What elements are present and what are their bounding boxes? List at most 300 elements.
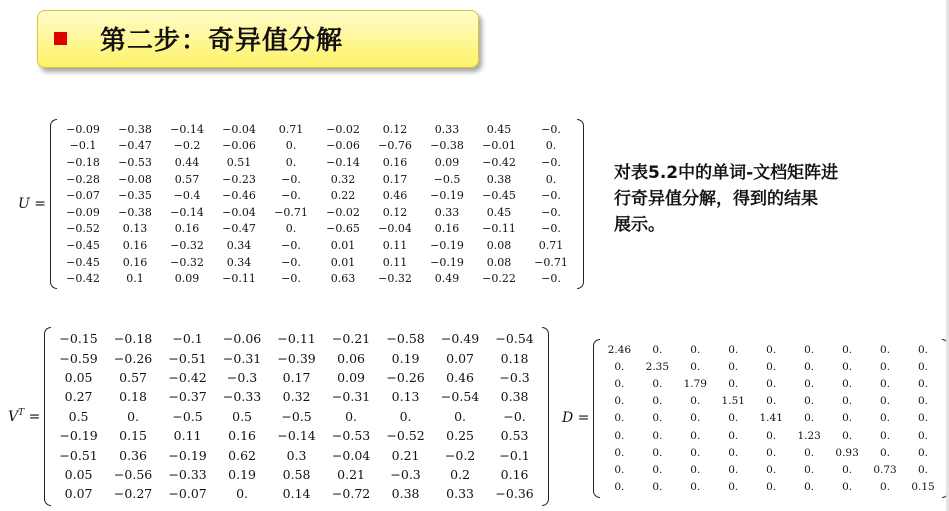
matrix-row [57,121,577,138]
matrix-cell: −0.5 [433,172,461,186]
matrix-cell: 0.5 [232,408,253,424]
matrix-row [57,187,577,204]
matrix-cell: 0. [728,463,739,476]
matrix-cell: 0.32 [330,172,356,186]
matrix-cell: −0.52 [66,222,100,236]
matrix-cell: −0.14 [170,122,204,136]
matrix-cell: 0.71 [538,238,564,252]
matrix-cell: 0.07 [64,486,93,502]
matrix-cell: 0. [804,395,815,408]
matrix-cell: −0.02 [326,205,360,219]
matrix-cell: 0.09 [174,272,200,286]
matrix-cell: −0.32 [170,255,204,269]
matrix-cell: 0. [728,481,739,494]
matrix-cell: 0. [804,463,815,476]
matrix-cell: −0.1 [69,139,97,153]
matrix-cell: 0. [766,343,777,356]
matrix-cell: 0. [652,343,663,356]
matrix-cell: 0. [766,481,777,494]
matrix-cell: −0.11 [482,222,516,236]
matrix-cell: 0.21 [337,466,365,482]
matrix-cell: 0. [918,377,929,390]
matrix-cell: 0. [842,429,853,442]
matrix-cell: 0. [728,446,739,459]
matrix-cell: −0. [281,272,301,286]
matrix-cell: 0.57 [119,369,147,385]
matrix-cell: −0.76 [378,139,412,153]
matrix-cell: 0. [880,412,891,425]
matrix-cell: 2.35 [645,360,670,373]
matrix-cell: 0.06 [337,350,365,366]
matrix-cell: −0.04 [222,205,256,219]
matrix-u-left-bracket [50,119,57,289]
matrix-cell: 0.62 [228,447,256,463]
matrix-d-left-bracket [593,339,600,498]
matrix-vt-right-bracket [542,327,549,506]
matrix-row [51,484,542,503]
matrix-vt-block [8,327,549,506]
matrix-cell: −0.04 [331,447,371,463]
matrix-cell: 0. [652,446,663,459]
matrix-cell: −0.45 [66,238,100,252]
matrix-cell: 0. [652,463,663,476]
matrix-row [600,393,942,410]
matrix-cell: −0.39 [277,350,316,366]
matrix-cell: −0.46 [222,189,256,203]
matrix-cell: 0. [728,343,739,356]
matrix-cell: 0. [766,360,777,373]
matrix-cell: 0.08 [486,238,512,252]
matrix-cell: 0.11 [173,428,202,444]
matrix-cell: −0.14 [170,205,204,219]
matrix-cell: −0.2 [444,447,476,463]
matrix-cell: 0.13 [122,222,148,236]
matrix-cell: 0.16 [122,255,148,269]
matrix-row [51,426,542,445]
matrix-cell: 0. [652,429,663,442]
matrix-cell: −0.38 [118,205,152,219]
matrix-cell: 0.36 [119,447,147,463]
matrix-cell: −0.21 [331,331,371,347]
matrix-cell: 0.73 [873,463,897,476]
matrix-cell: −0.18 [66,155,100,169]
matrix-cell: −0.07 [168,486,207,502]
matrix-cell: 1.41 [759,412,783,425]
matrix-cell: 0.16 [174,222,200,236]
matrix-cell: −0.09 [66,122,100,136]
matrix-cell: −0.18 [113,331,153,347]
matrix-cell: 0. [652,377,663,390]
matrix-cell: 1.79 [683,377,707,390]
matrix-cell: −0.59 [59,350,98,366]
matrix-row [51,368,542,387]
matrix-cell: 0. [690,360,701,373]
matrix-cell: −0.3 [226,369,258,385]
matrix-cell: 0. [804,481,815,494]
matrix-cell: −0.19 [168,447,207,463]
matrix-cell: −0. [541,155,561,169]
matrix-cell: 0. [614,446,625,459]
matrix-cell: −0.06 [326,139,360,153]
matrix-cell: 2.46 [607,343,632,356]
matrix-d-block [562,339,949,498]
matrix-cell: −0.31 [331,389,371,405]
matrix-cell: 0.07 [446,350,474,366]
matrix-row [600,461,942,478]
matrix-cell: −0.19 [430,255,464,269]
matrix-cell: −0.08 [118,172,152,186]
matrix-cell: −0.1 [172,331,203,347]
matrix-cell: 0.51 [226,155,252,169]
matrix-cell: 0. [880,395,891,408]
matrix-cell: −0.38 [430,139,464,153]
matrix-cell: 0. [880,343,891,356]
matrix-cell: 0. [236,486,249,502]
matrix-cell: 0.53 [500,428,529,444]
matrix-cell: 0.21 [391,447,420,463]
matrix-cell: −0.42 [168,369,207,385]
matrix-cell: −0.38 [118,122,152,136]
matrix-cell: 0. [766,429,777,442]
matrix-cell: 0. [127,408,140,424]
matrix-cell: −0.22 [482,272,516,286]
matrix-cell: 0. [728,429,739,442]
matrix-row [51,465,542,484]
matrix-cell: 0. [285,155,297,169]
matrix-cell: 0.45 [486,122,512,136]
matrix-cell: 0.19 [228,466,256,482]
matrix-cell: 0.38 [500,389,529,405]
matrix-cell: −0.14 [277,428,316,444]
matrix-cell: −0.47 [118,139,152,153]
matrix-cell: 0. [614,412,625,425]
matrix-cell: −0.06 [222,139,256,153]
matrix-cell: −0. [281,255,301,269]
matrix-cell: 0.11 [382,255,408,269]
matrix-cell: −0.54 [495,331,534,347]
matrix-u-right-bracket [577,119,584,289]
matrix-cell: −0.5 [281,408,312,424]
title-banner [37,10,479,68]
matrix-cell: 0. [454,408,467,424]
matrix-cell: 0. [545,172,557,186]
matrix-cell: 0.49 [434,272,460,286]
matrix-cell: 0.14 [282,486,311,502]
matrix-cell: −0.32 [170,238,204,252]
matrix-cell: 0. [614,481,625,494]
matrix-u [57,121,577,287]
matrix-cell: 0. [690,463,701,476]
matrix-cell: −0.07 [66,189,100,203]
matrix-cell: 0. [728,360,739,373]
matrix-cell: 0. [690,481,701,494]
matrix-cell: 0.01 [330,238,356,252]
matrix-cell: −0.26 [386,369,425,385]
matrix-cell: −0.36 [495,486,534,502]
matrix-cell: 0. [690,412,701,425]
matrix-cell: −0. [541,189,561,203]
matrix-cell: 0.2 [450,466,471,482]
matrix-cell: 0. [766,395,777,408]
matrix-cell: 0.17 [282,369,311,385]
matrix-cell: −0. [503,408,526,424]
matrix-cell: −0.54 [440,389,480,405]
matrix-cell: 0. [766,446,777,459]
matrix-u-block [18,119,584,289]
matrix-cell: −0.31 [222,350,262,366]
matrix-cell: 0. [880,481,891,494]
matrix-cell: −0.45 [482,189,516,203]
matrix-cell: −0.53 [118,155,152,169]
matrix-row [57,154,577,171]
matrix-cell: 0. [345,408,358,424]
matrix-cell: 0.33 [434,122,460,136]
matrix-row [600,375,942,392]
matrix-cell: 0.16 [500,466,529,482]
matrix-cell: 0. [614,395,625,408]
matrix-cell: 0. [880,429,891,442]
matrix-cell: 0. [842,412,853,425]
matrix-cell: −0. [541,222,561,236]
matrix-row [57,138,577,155]
matrix-row [600,427,942,444]
matrix-cell: 0. [614,429,625,442]
matrix-cell: −0.26 [113,350,153,366]
matrix-cell: 0.12 [382,205,408,219]
matrix-cell: 0.63 [330,272,356,286]
matrix-u-label: U = [18,195,46,212]
matrix-cell: −0. [281,238,301,252]
matrix-cell: −0.47 [222,222,256,236]
matrix-cell: −0.33 [168,466,207,482]
matrix-row [57,237,577,254]
matrix-cell: −0.5 [172,408,203,424]
matrix-cell: 0. [842,343,853,356]
matrix-cell: 0.3 [286,447,307,463]
matrix-cell: −0.49 [440,331,480,347]
matrix-cell: 0. [766,463,777,476]
matrix-cell: 0.46 [382,189,408,203]
matrix-cell: −0.1 [499,447,530,463]
matrix-cell: 0. [918,412,929,425]
matrix-cell: 0.17 [382,172,408,186]
matrix-cell: 0.34 [226,255,252,269]
matrix-cell: −0.3 [390,466,421,482]
matrix-cell: −0.15 [59,331,98,347]
matrix-cell: −0.04 [378,222,412,236]
matrix-cell: −0. [281,189,301,203]
matrix-cell: 0.46 [446,369,474,385]
matrix-vt [51,329,542,504]
matrix-cell: 0.11 [382,238,408,252]
matrix-cell: −0.71 [274,205,308,219]
matrix-cell: 0. [804,360,815,373]
matrix-cell: −0. [541,205,561,219]
page-title: 第二步：奇异值分解 [100,26,344,56]
matrix-row [600,444,942,461]
matrix-cell: 0.1 [126,272,144,286]
matrix-cell: 0.22 [330,189,356,203]
matrix-cell: 0. [690,395,701,408]
matrix-cell: 0. [690,446,701,459]
matrix-d [600,341,942,496]
matrix-cell: −0. [281,172,301,186]
matrix-cell: 0.16 [122,238,148,252]
matrix-cell: 0. [804,377,815,390]
matrix-cell: 0. [842,481,853,494]
matrix-cell: 0.45 [486,205,512,219]
matrix-cell: 0.33 [446,486,474,502]
matrix-cell: 0.19 [391,350,420,366]
matrix-cell: 0.38 [391,486,420,502]
matrix-cell: 0. [842,395,853,408]
matrix-cell: 0.27 [64,389,93,405]
matrix-row [600,479,942,496]
matrix-cell: −0.14 [326,155,360,169]
matrix-cell: −0.35 [118,189,152,203]
matrix-cell: −0.4 [173,189,201,203]
matrix-cell: 0. [728,377,739,390]
matrix-cell: 0. [728,412,739,425]
matrix-row [600,358,942,375]
matrix-row [51,445,542,464]
matrix-cell: 0. [652,395,663,408]
matrix-row [51,387,542,406]
matrix-cell: 0. [880,360,891,373]
matrix-row [57,171,577,188]
matrix-cell: −0.53 [331,428,371,444]
matrix-cell: 0. [545,139,557,153]
matrix-cell: −0.51 [59,447,98,463]
matrix-cell: −0.19 [430,189,464,203]
matrix-cell: 0.18 [119,389,147,405]
matrix-cell: −0.23 [222,172,256,186]
matrix-cell: 0.15 [119,428,147,444]
square-bullet-icon [54,32,67,45]
matrix-cell: 0. [918,463,929,476]
matrix-cell: 0.16 [434,222,460,236]
matrix-cell: 0.09 [434,155,460,169]
matrix-cell: 0. [285,222,297,236]
matrix-cell: 0. [842,377,853,390]
matrix-cell: 0.08 [486,255,512,269]
matrix-cell: 0. [766,377,777,390]
matrix-cell: −0.2 [173,139,201,153]
matrix-cell: −0.27 [113,486,153,502]
matrix-cell: −0.06 [222,331,262,347]
matrix-row [51,329,542,348]
matrix-cell: 0.05 [64,369,93,385]
matrix-cell: −0.42 [482,155,516,169]
matrix-cell: 0.18 [500,350,529,366]
matrix-cell: −0.72 [331,486,371,502]
matrix-cell: −0.3 [499,369,530,385]
matrix-cell: 0. [880,377,891,390]
matrix-cell: 0.34 [226,238,252,252]
matrix-cell: −0.11 [277,331,316,347]
matrix-cell: 0. [652,412,663,425]
matrix-cell: −0.37 [168,389,207,405]
matrix-cell: 0.12 [382,122,408,136]
matrix-cell: −0.42 [66,272,100,286]
matrix-cell: 0. [842,463,853,476]
matrix-cell: 0. [918,429,929,442]
matrix-cell: 0. [614,360,625,373]
matrix-cell: 0. [804,446,815,459]
matrix-cell: 0.58 [282,466,311,482]
matrix-cell: 0. [652,481,663,494]
matrix-row [600,410,942,427]
matrix-cell: −0. [541,272,561,286]
matrix-cell: 0. [880,446,891,459]
matrix-cell: −0.51 [168,350,207,366]
matrix-cell: −0.28 [66,172,100,186]
matrix-cell: −0.45 [66,255,100,269]
matrix-cell: −0.65 [326,222,360,236]
matrix-cell: 0. [614,377,625,390]
matrix-cell: 0.32 [282,389,311,405]
matrix-row [57,204,577,221]
matrix-cell: 1.51 [721,395,745,408]
matrix-cell: 0.01 [330,255,356,269]
matrix-cell: −0.11 [222,272,256,286]
matrix-row [57,254,577,271]
matrix-cell: 0.33 [434,205,460,219]
matrix-row [600,341,942,358]
matrix-row [57,221,577,238]
matrix-cell: 0.16 [382,155,408,169]
matrix-cell: 0. [804,412,815,425]
matrix-vt-left-bracket [44,327,51,506]
matrix-cell: 0. [918,343,929,356]
matrix-cell: 0.57 [174,172,200,186]
matrix-vt-label: $V^T$ = [8,407,41,425]
matrix-cell: −0.56 [113,466,153,482]
matrix-cell: −0.04 [222,122,256,136]
matrix-cell: 0.13 [391,389,420,405]
matrix-cell: −0. [541,122,561,136]
matrix-row [51,407,542,426]
matrix-cell: 0.71 [278,122,304,136]
matrix-cell: 1.23 [797,429,821,442]
matrix-cell: 0. [614,463,625,476]
matrix-cell: 0.16 [228,428,256,444]
matrix-cell: 0. [690,429,701,442]
matrix-cell: 0. [285,139,297,153]
matrix-cell: 0.38 [486,172,512,186]
matrix-cell: 0.93 [835,446,859,459]
matrix-cell: −0.09 [66,205,100,219]
matrix-cell: 0. [842,360,853,373]
matrix-cell: −0.01 [482,139,516,153]
matrix-cell: −0.71 [534,255,568,269]
matrix-cell: 0. [918,446,929,459]
matrix-cell: 0.5 [68,408,89,424]
matrix-cell: 0. [918,395,929,408]
description-text: 对表5.2中的单词-文档矩阵进 行奇异值分解，得到的结果 展示。 [614,163,839,235]
matrix-d-label: D = [562,410,590,427]
matrix-cell: −0.58 [386,331,425,347]
matrix-cell: −0.19 [430,238,464,252]
matrix-cell: 0.09 [337,369,365,385]
matrix-cell: 0. [804,343,815,356]
matrix-cell: 0.25 [446,428,474,444]
matrix-cell: 0.44 [174,155,200,169]
matrix-cell: 0. [399,408,412,424]
matrix-cell: −0.33 [222,389,262,405]
matrix-row [57,270,577,287]
matrix-cell: 0. [918,360,929,373]
